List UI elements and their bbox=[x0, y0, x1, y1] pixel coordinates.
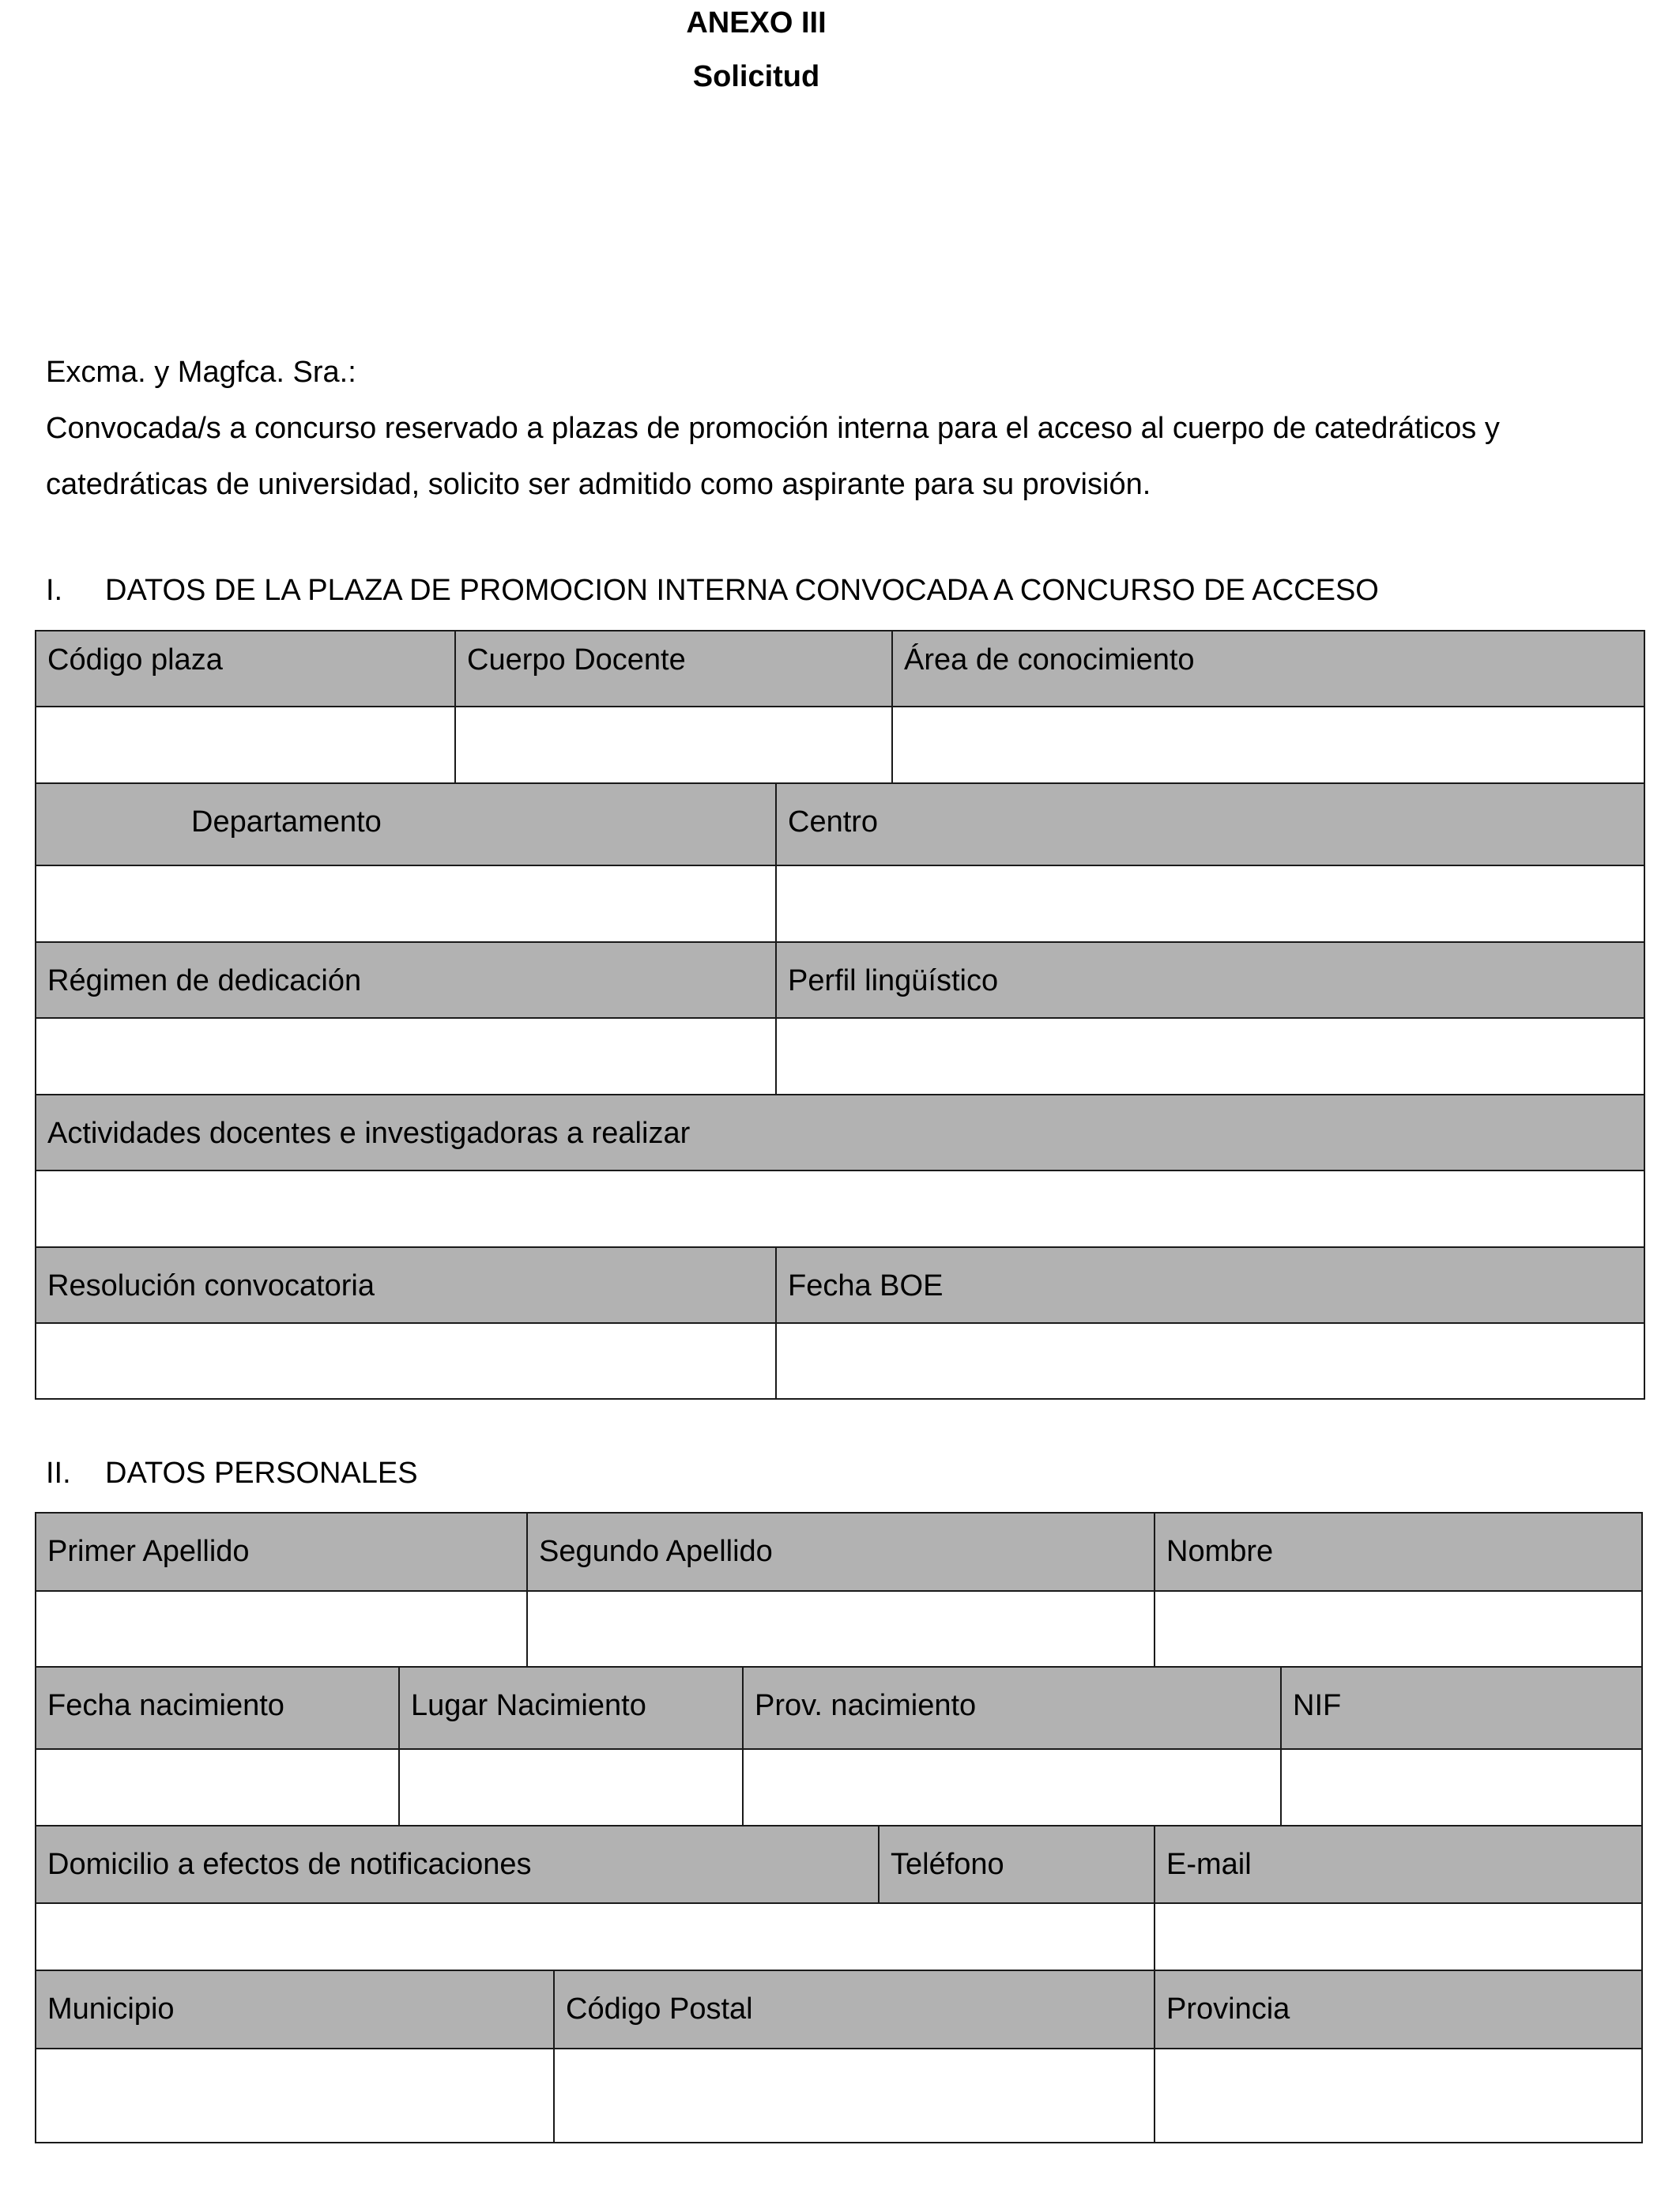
cuerpo-docente-header bbox=[454, 630, 893, 707]
lugar-nacimiento-header bbox=[398, 1666, 744, 1750]
municipio-header bbox=[35, 1970, 555, 2049]
resolucion-convocatoria-label: Resolución convocatoria bbox=[47, 1269, 375, 1302]
departamento-field[interactable] bbox=[35, 865, 777, 943]
prov-nacimiento-field[interactable] bbox=[742, 1748, 1282, 1826]
section-heading-plaza bbox=[46, 573, 1379, 608]
segundo-apellido-header bbox=[526, 1512, 1155, 1592]
email-label: E-mail bbox=[1166, 1848, 1252, 1881]
codigo-plaza-field[interactable] bbox=[35, 706, 456, 784]
fecha-boe-field[interactable] bbox=[775, 1322, 1645, 1400]
area-conocimiento-field[interactable] bbox=[891, 706, 1645, 784]
cuerpo-docente-field[interactable] bbox=[454, 706, 893, 784]
lugar-nacimiento-field[interactable] bbox=[398, 1748, 744, 1826]
regimen-dedicacion-field[interactable] bbox=[35, 1017, 777, 1095]
codigo-postal-field[interactable] bbox=[553, 2048, 1155, 2143]
primer-apellido-field[interactable] bbox=[35, 1590, 528, 1668]
segundo-apellido-field[interactable] bbox=[526, 1590, 1155, 1668]
area-conocimiento-label: Área de conocimiento bbox=[904, 643, 1195, 677]
fecha-boe-header bbox=[775, 1246, 1645, 1324]
provincia-label: Provincia bbox=[1166, 1992, 1290, 2026]
section-title: DATOS DE LA PLAZA DE PROMOCION INTERNA CONVOCADA A CONCURSO DE ACCESO bbox=[105, 574, 1379, 607]
codigo-postal-label: Código Postal bbox=[566, 1992, 753, 2026]
salutation: Excma. y Magfca. Sra.: bbox=[46, 356, 356, 389]
municipio-label: Municipio bbox=[47, 1992, 175, 2026]
area-conocimiento-header bbox=[891, 630, 1645, 707]
nif-header bbox=[1280, 1666, 1643, 1750]
document-subtitle: Solicitud bbox=[692, 60, 820, 93]
nombre-header bbox=[1154, 1512, 1643, 1592]
nif-label: NIF bbox=[1293, 1689, 1342, 1722]
section-number: I. bbox=[46, 574, 63, 607]
centro-header bbox=[775, 782, 1645, 866]
section-title: DATOS PERSONALES bbox=[105, 1457, 418, 1490]
perfil-linguistico-field[interactable] bbox=[775, 1017, 1645, 1095]
primer-apellido-label: Primer Apellido bbox=[47, 1535, 250, 1568]
codigo-plaza-header bbox=[35, 630, 456, 707]
domicilio-telefono-field[interactable] bbox=[35, 1902, 1155, 1971]
nombre-field[interactable] bbox=[1154, 1590, 1643, 1668]
fecha-nacimiento-label: Fecha nacimiento bbox=[47, 1689, 284, 1722]
centro-label: Centro bbox=[788, 805, 879, 839]
centro-field[interactable] bbox=[775, 865, 1645, 943]
prov-nacimiento-header bbox=[742, 1666, 1282, 1750]
fecha-boe-label: Fecha BOE bbox=[788, 1269, 944, 1302]
domicilio-label: Domicilio a efectos de notificaciones bbox=[47, 1848, 532, 1881]
perfil-linguistico-header bbox=[775, 941, 1645, 1019]
annex-title: ANEXO III bbox=[686, 6, 827, 40]
provincia-header bbox=[1154, 1970, 1643, 2049]
codigo-postal-header bbox=[553, 1970, 1155, 2049]
resolucion-convocatoria-header bbox=[35, 1246, 777, 1324]
actividades-field[interactable] bbox=[35, 1170, 1645, 1248]
departamento-label: Departamento bbox=[191, 805, 382, 839]
section-number: II. bbox=[46, 1457, 71, 1490]
resolucion-convocatoria-field[interactable] bbox=[35, 1322, 777, 1400]
email-header bbox=[1154, 1825, 1643, 1904]
actividades-label: Actividades docentes e investigadoras a realizar bbox=[47, 1117, 691, 1150]
fecha-nacimiento-field[interactable] bbox=[35, 1748, 400, 1826]
email-field[interactable] bbox=[1154, 1902, 1643, 1971]
lugar-nacimiento-label: Lugar Nacimiento bbox=[411, 1689, 646, 1722]
section-heading-personal bbox=[46, 1456, 418, 1491]
prov-nacimiento-label: Prov. nacimiento bbox=[755, 1689, 977, 1722]
regimen-dedicacion-header bbox=[35, 941, 777, 1019]
municipio-field[interactable] bbox=[35, 2048, 555, 2143]
domicilio-header bbox=[35, 1825, 880, 1904]
regimen-dedicacion-label: Régimen de dedicación bbox=[47, 964, 362, 997]
perfil-linguistico-label: Perfil lingüístico bbox=[788, 964, 999, 997]
departamento-header bbox=[35, 782, 777, 866]
fecha-nacimiento-header bbox=[35, 1666, 400, 1750]
codigo-plaza-label: Código plaza bbox=[47, 643, 223, 677]
intro-paragraph: Convocada/s a concurso reservado a plazas de promoción interna para el acceso al cuerpo de catedráticos y catedráticas de universidad, solicito ser admitido como aspirante para su provisión. bbox=[46, 412, 1500, 501]
primer-apellido-header bbox=[35, 1512, 528, 1592]
cuerpo-docente-label: Cuerpo Docente bbox=[467, 643, 686, 677]
segundo-apellido-label: Segundo Apellido bbox=[539, 1535, 773, 1568]
actividades-header bbox=[35, 1094, 1645, 1171]
telefono-label: Teléfono bbox=[891, 1848, 1004, 1881]
nif-field[interactable] bbox=[1280, 1748, 1643, 1826]
nombre-label: Nombre bbox=[1166, 1535, 1274, 1568]
telefono-header bbox=[878, 1825, 1155, 1904]
provincia-field[interactable] bbox=[1154, 2048, 1643, 2143]
